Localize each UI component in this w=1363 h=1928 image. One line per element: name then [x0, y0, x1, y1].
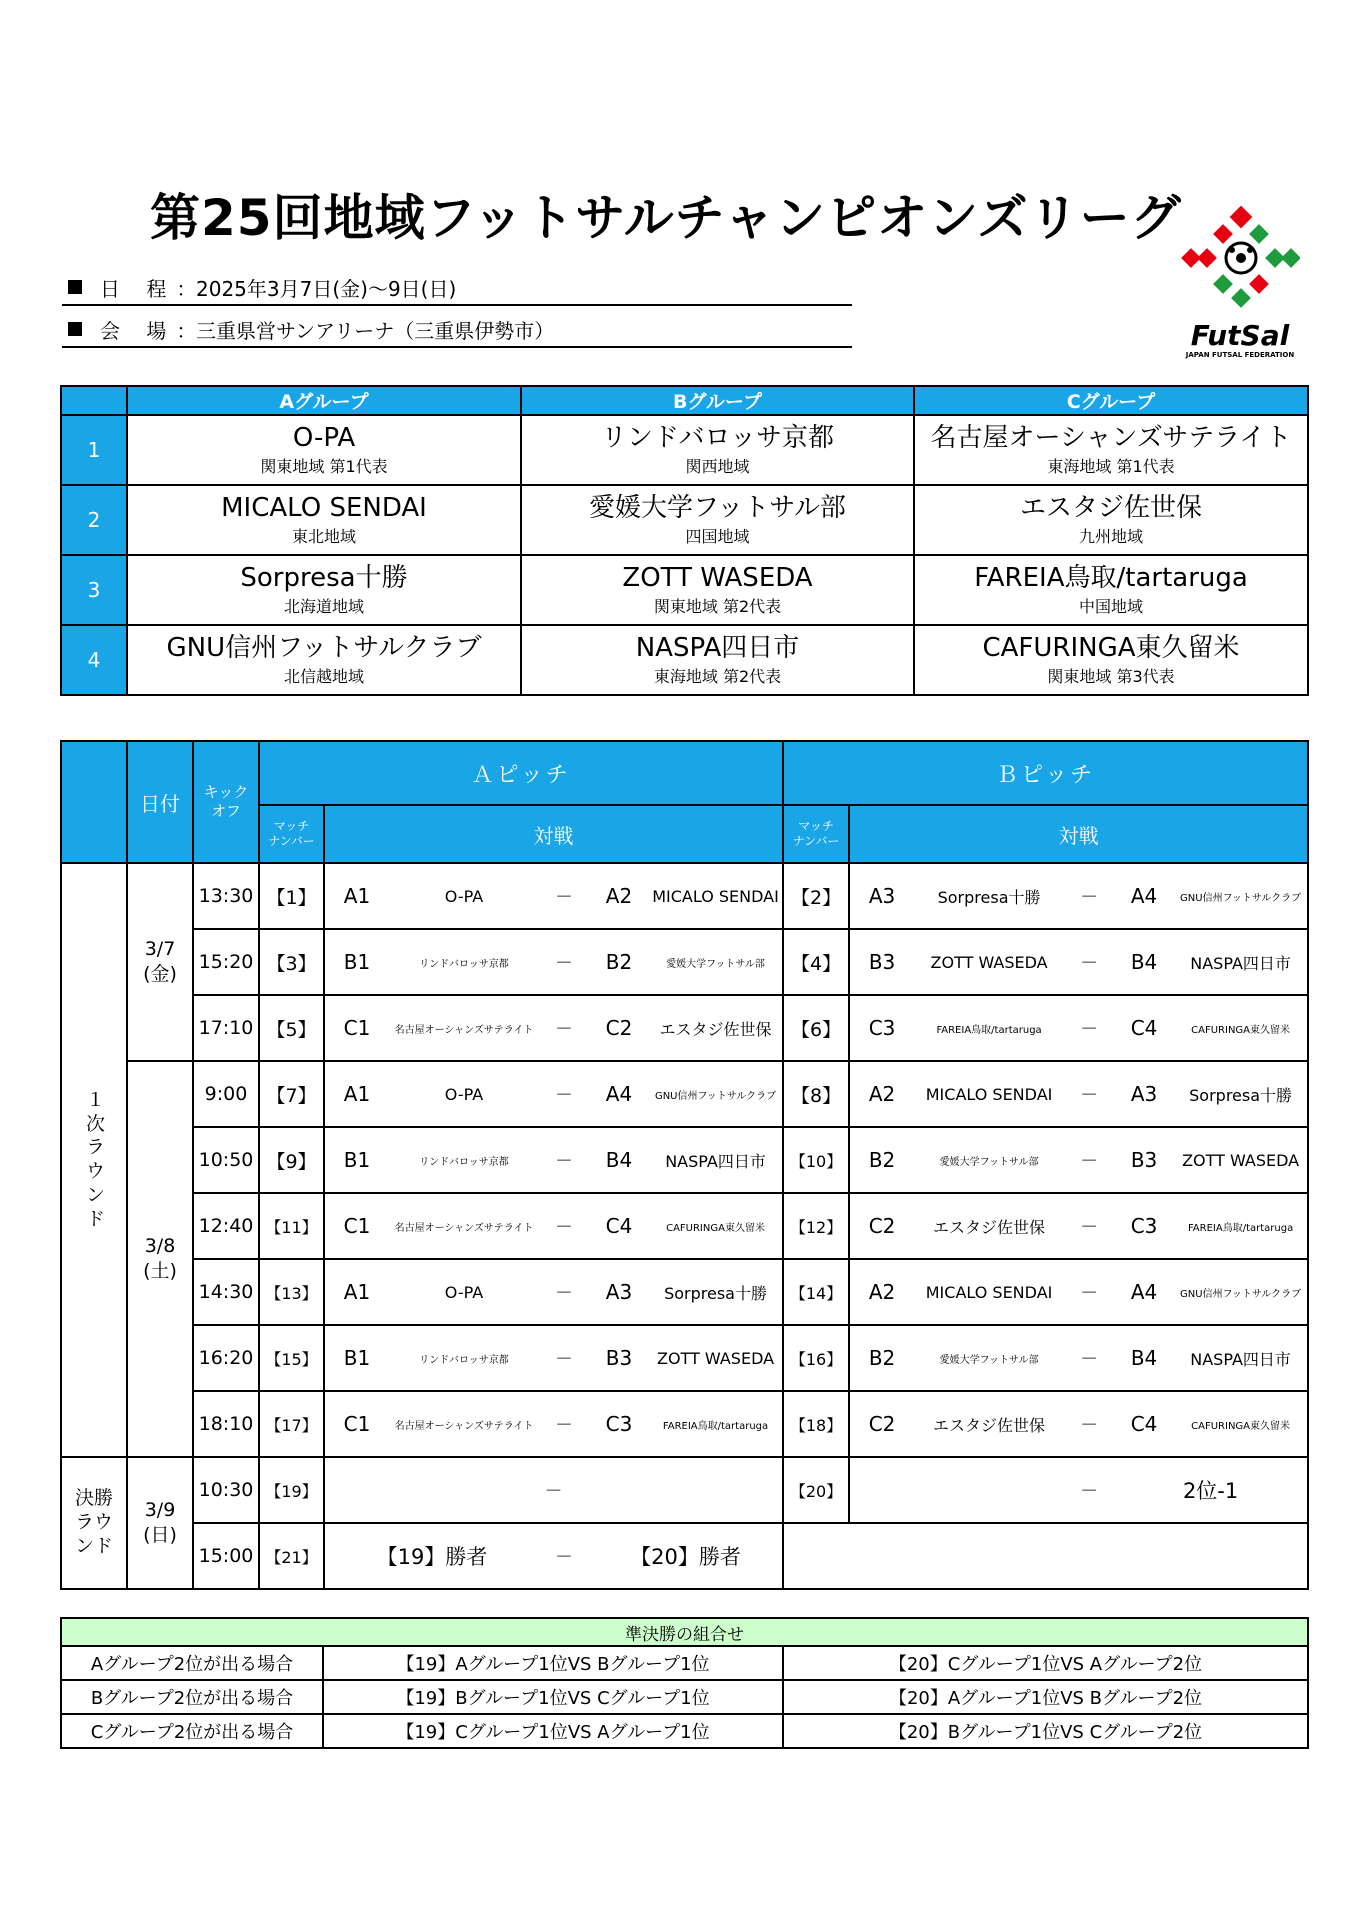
team-code: C1: [324, 995, 389, 1061]
team-name: Sorpresa十勝: [649, 1259, 783, 1325]
info-value: 三重県営サンアリーナ（三重県伊勢市）: [196, 318, 555, 343]
team-code: C3: [849, 995, 914, 1061]
team-name: 名古屋オーシャンズサテライト: [930, 422, 1292, 453]
day-cell: [127, 863, 193, 1061]
team-name: リンドバロッサ京都: [389, 929, 539, 995]
kickoff-time: 18:10: [193, 1391, 259, 1457]
team-name: O-PA: [389, 1061, 539, 1127]
versus-dash: －: [1064, 929, 1114, 995]
team-region: 北海道地域: [283, 596, 364, 616]
semifinal-table: [60, 1617, 1309, 1749]
team-region: 東海地域 第2代表: [653, 666, 782, 686]
group-row-num: 2: [61, 485, 127, 555]
day-dow: (日): [143, 1524, 177, 1546]
semi-m20: 【20】Aグループ1位VS Bグループ2位: [783, 1680, 1308, 1714]
match-number: 【21】: [259, 1523, 324, 1589]
match-number: 【13】: [259, 1259, 324, 1325]
team-name: NASPA四日市: [1174, 1325, 1308, 1391]
team-region: 中国地域: [1078, 596, 1143, 616]
team-name: Sorpresa十勝: [1174, 1061, 1308, 1127]
team-code: B3: [849, 929, 914, 995]
match-number: 【6】: [783, 995, 849, 1061]
team-region: 四国地域: [685, 526, 750, 546]
match-row: [61, 1325, 1308, 1391]
group-row-num: 4: [61, 625, 127, 695]
team-code: C4: [589, 1193, 649, 1259]
info-label: 会 場：: [100, 318, 207, 343]
final-round-label: 決勝ラウンド: [61, 1457, 127, 1589]
final-b-right: 2位-1: [1114, 1457, 1308, 1523]
team-name: O-PA: [389, 1259, 539, 1325]
team-name: 名古屋オーシャンズサテライト: [389, 995, 539, 1061]
match-number: 【14】: [783, 1259, 849, 1325]
team-name: リンドバロッサ京都: [389, 1127, 539, 1193]
header-kickoff: キック オフ: [193, 741, 259, 863]
team-code: A3: [1114, 1061, 1174, 1127]
match-row: [61, 1061, 1308, 1127]
team-name: FAREIA鳥取/tartaruga: [649, 1391, 783, 1457]
team-code: A2: [589, 863, 649, 929]
team-name: MICALO SENDAI: [221, 492, 427, 523]
final-a-left: 【19】勝者: [324, 1523, 539, 1589]
final-a-right: 【20】勝者: [589, 1523, 783, 1589]
day-date: 3/9: [144, 1499, 176, 1522]
versus-dash: －: [1064, 1259, 1114, 1325]
kickoff-time: 16:20: [193, 1325, 259, 1391]
group-row-num: 1: [61, 415, 127, 485]
team-name: エスタジ佐世保: [914, 1193, 1064, 1259]
team-name: Sorpresa十勝: [914, 863, 1064, 929]
team-name: GNU信州フットサルクラブ: [1174, 1259, 1308, 1325]
team-name: CAFURINGA東久留米: [649, 1193, 783, 1259]
team-code: A1: [324, 863, 389, 929]
team-code: C3: [589, 1391, 649, 1457]
match-row: [61, 1193, 1308, 1259]
team-code: A1: [324, 1061, 389, 1127]
team-name: CAFURINGA東久留米: [1174, 995, 1308, 1061]
versus-dash: －: [539, 1193, 589, 1259]
versus-dash: －: [1064, 1193, 1114, 1259]
team-code: B1: [324, 929, 389, 995]
team-code: B2: [849, 1127, 914, 1193]
kickoff-time: 13:30: [193, 863, 259, 929]
header-pitch-b: Ｂピッチ: [783, 741, 1308, 805]
kickoff-time: 14:30: [193, 1259, 259, 1325]
match-number: 【1】: [259, 863, 324, 929]
versus-dash: －: [539, 863, 589, 929]
semi-row: [61, 1646, 1308, 1680]
team-name: O-PA: [292, 422, 356, 453]
match-number: 【9】: [259, 1127, 324, 1193]
team-name: FAREIA鳥取/tartaruga: [974, 562, 1248, 593]
team-name: 名古屋オーシャンズサテライト: [389, 1391, 539, 1457]
team-name: Sorpresa十勝: [240, 562, 408, 593]
versus-dash: －: [539, 1391, 589, 1457]
team-name: MICALO SENDAI: [914, 1061, 1064, 1127]
header-pitch-a: Ａピッチ: [259, 741, 783, 805]
match-number: 【12】: [783, 1193, 849, 1259]
empty-cell: [783, 1523, 1308, 1589]
bullet-square-icon: [68, 322, 82, 336]
logo-wordmark: FutSal: [1190, 319, 1290, 352]
team-code: C3: [1114, 1193, 1174, 1259]
groups-table: [60, 385, 1309, 696]
header-date: 日付: [127, 741, 193, 863]
info-schedule: [62, 270, 852, 306]
group-row: [61, 415, 1308, 485]
team-region: 関西地域: [685, 456, 750, 476]
info-venue: [62, 312, 852, 348]
group-row-num: 3: [61, 555, 127, 625]
team-name: エスタジ佐世保: [1019, 492, 1202, 523]
versus-dash: －: [1064, 1061, 1114, 1127]
team-name: MICALO SENDAI: [649, 863, 783, 929]
versus-dash: －: [1064, 1391, 1114, 1457]
team-code: C2: [589, 995, 649, 1061]
team-code: C2: [849, 1193, 914, 1259]
team-name: FAREIA鳥取/tartaruga: [1174, 1193, 1308, 1259]
day-date: 3/7: [144, 938, 176, 961]
bullet-square-icon: [68, 280, 82, 294]
team-name: FAREIA鳥取/tartaruga: [914, 995, 1064, 1061]
semi-case: Cグループ2位が出る場合: [61, 1714, 323, 1748]
team-region: 関東地域 第2代表: [653, 596, 782, 616]
match-number: 【3】: [259, 929, 324, 995]
futsal-logo: [1180, 205, 1300, 365]
versus-dash: －: [1064, 995, 1114, 1061]
day-dow: (金): [143, 963, 177, 985]
team-name: NASPA四日市: [1174, 929, 1308, 995]
semi-m20: 【20】Bグループ1位VS Cグループ2位: [783, 1714, 1308, 1748]
team-name: CAFURINGA東久留米: [982, 632, 1240, 663]
team-code: A4: [1114, 863, 1174, 929]
team-code: A2: [849, 1061, 914, 1127]
match-number: 【11】: [259, 1193, 324, 1259]
match-number: 【16】: [783, 1325, 849, 1391]
kickoff-time: 9:00: [193, 1061, 259, 1127]
kickoff-time: 12:40: [193, 1193, 259, 1259]
team-code: C4: [1114, 995, 1174, 1061]
team-code: B1: [324, 1325, 389, 1391]
team-code: C1: [324, 1193, 389, 1259]
match-number: 【20】: [783, 1457, 849, 1523]
semi-row: [61, 1680, 1308, 1714]
match-row: [61, 1127, 1308, 1193]
semi-m20: 【20】Cグループ1位VS Aグループ2位: [783, 1646, 1308, 1680]
team-code: A4: [1114, 1259, 1174, 1325]
day-date: 3/8: [144, 1235, 176, 1258]
versus-dash: －: [1064, 1127, 1114, 1193]
team-code: C2: [849, 1391, 914, 1457]
group-header-c: Cグループ: [914, 386, 1308, 415]
group-header-b: Bグループ: [521, 386, 914, 415]
team-code: A3: [849, 863, 914, 929]
team-name: GNU信州フットサルクラブ: [649, 1061, 783, 1127]
team-code: B2: [589, 929, 649, 995]
logo-subtext: JAPAN FUTSAL FEDERATION: [1185, 351, 1295, 359]
team-name: 名古屋オーシャンズサテライト: [389, 1193, 539, 1259]
team-region: 関東地域 第1代表: [260, 456, 388, 476]
versus-dash: －: [1064, 863, 1114, 929]
page-title: 第25回地域フットサルチャンピオンズリーグ: [150, 189, 1182, 247]
team-code: A4: [589, 1061, 649, 1127]
team-region: 九州地域: [1078, 526, 1143, 546]
versus-dash: －: [539, 1259, 589, 1325]
kickoff-time: 17:10: [193, 995, 259, 1061]
versus-dash: －: [1064, 1325, 1114, 1391]
group-row: [61, 485, 1308, 555]
group-header-a: Aグループ: [127, 386, 521, 415]
info-value: 2025年3月7日(金)～9日(日): [196, 276, 457, 301]
team-code: B4: [1114, 1325, 1174, 1391]
semi-m19: 【19】Cグループ1位VS Aグループ1位: [323, 1714, 783, 1748]
team-code: B1: [324, 1127, 389, 1193]
versus-dash: －: [539, 1325, 589, 1391]
versus-dash: －: [1064, 1457, 1114, 1523]
final-row: [61, 1523, 1308, 1589]
match-row: [61, 863, 1308, 929]
team-name: リンドバロッサ京都: [389, 1325, 539, 1391]
team-code: B4: [589, 1127, 649, 1193]
team-name: MICALO SENDAI: [914, 1259, 1064, 1325]
kickoff-time: 15:00: [193, 1523, 259, 1589]
team-name: エスタジ佐世保: [649, 995, 783, 1061]
team-code: B2: [849, 1325, 914, 1391]
info-label: 日 程：: [100, 276, 207, 301]
team-name: ZOTT WASEDA: [649, 1325, 783, 1391]
group-row: [61, 625, 1308, 695]
team-name: ZOTT WASEDA: [914, 929, 1064, 995]
team-name: GNU信州フットサルクラブ: [166, 632, 482, 663]
team-region: 東北地域: [291, 526, 356, 546]
kickoff-time: 10:30: [193, 1457, 259, 1523]
team-name: CAFURINGA東久留米: [1174, 1391, 1308, 1457]
team-code: B3: [589, 1325, 649, 1391]
day-cell: [127, 1457, 193, 1589]
team-name: リンドバロッサ京都: [601, 422, 834, 453]
semi-row: [61, 1714, 1308, 1748]
match-number: 【10】: [783, 1127, 849, 1193]
team-name: 愛媛大学フットサル部: [914, 1325, 1064, 1391]
team-name: GNU信州フットサルクラブ: [1174, 863, 1308, 929]
match-number: 【5】: [259, 995, 324, 1061]
team-region: 北信越地域: [283, 666, 364, 686]
team-region: 東海地域 第1代表: [1047, 456, 1175, 476]
team-code: C1: [324, 1391, 389, 1457]
versus-dash: －: [539, 1127, 589, 1193]
match-number: 【17】: [259, 1391, 324, 1457]
team-name: 愛媛大学フットサル部: [589, 492, 846, 523]
header-match-no-a: マッチ ナンバー: [259, 805, 324, 863]
team-code: C4: [1114, 1391, 1174, 1457]
team-code: A3: [589, 1259, 649, 1325]
team-name: NASPA四日市: [649, 1127, 783, 1193]
day-dow: (土): [143, 1260, 177, 1282]
groups-corner: [61, 386, 127, 415]
versus-dash: －: [324, 1457, 783, 1523]
team-name: 愛媛大学フットサル部: [649, 929, 783, 995]
team-name: O-PA: [389, 863, 539, 929]
match-number: 【15】: [259, 1325, 324, 1391]
semi-case: Aグループ2位が出る場合: [61, 1646, 323, 1680]
first-round-label: １次ラウンド: [61, 863, 127, 1457]
match-number: 【7】: [259, 1061, 324, 1127]
team-name: エスタジ佐世保: [914, 1391, 1064, 1457]
sched-corner: [61, 741, 127, 863]
team-region: 関東地域 第3代表: [1047, 666, 1175, 686]
versus-dash: －: [539, 1061, 589, 1127]
versus-dash: －: [539, 1523, 589, 1589]
team-code: A2: [849, 1259, 914, 1325]
team-name: NASPA四日市: [635, 632, 800, 663]
versus-dash: －: [539, 995, 589, 1061]
kickoff-time: 10:50: [193, 1127, 259, 1193]
team-name: 愛媛大学フットサル部: [914, 1127, 1064, 1193]
match-number: 【18】: [783, 1391, 849, 1457]
match-number: 【2】: [783, 863, 849, 929]
match-row: [61, 995, 1308, 1061]
team-code: B4: [1114, 929, 1174, 995]
match-number: 【19】: [259, 1457, 324, 1523]
match-row: [61, 1259, 1308, 1325]
team-code: A1: [324, 1259, 389, 1325]
group-row: [61, 555, 1308, 625]
team-name: ZOTT WASEDA: [622, 562, 813, 593]
semi-title: 準決勝の組合せ: [61, 1618, 1308, 1646]
day-cell: [127, 1061, 193, 1457]
match-row: [61, 1391, 1308, 1457]
match-row: [61, 929, 1308, 995]
semi-m19: 【19】Aグループ1位VS Bグループ1位: [323, 1646, 783, 1680]
kickoff-time: 15:20: [193, 929, 259, 995]
header-match-no-b: マッチ ナンバー: [783, 805, 849, 863]
team-code: B3: [1114, 1127, 1174, 1193]
schedule-table: [60, 740, 1309, 1590]
versus-dash: －: [539, 929, 589, 995]
header-versus-a: 対戦: [324, 805, 783, 863]
semi-m19: 【19】Bグループ1位VS Cグループ1位: [323, 1680, 783, 1714]
final-row: [61, 1457, 1308, 1523]
header-versus-b: 対戦: [849, 805, 1308, 863]
match-number: 【8】: [783, 1061, 849, 1127]
semi-case: Bグループ2位が出る場合: [61, 1680, 323, 1714]
match-number: 【4】: [783, 929, 849, 995]
team-name: ZOTT WASEDA: [1174, 1127, 1308, 1193]
